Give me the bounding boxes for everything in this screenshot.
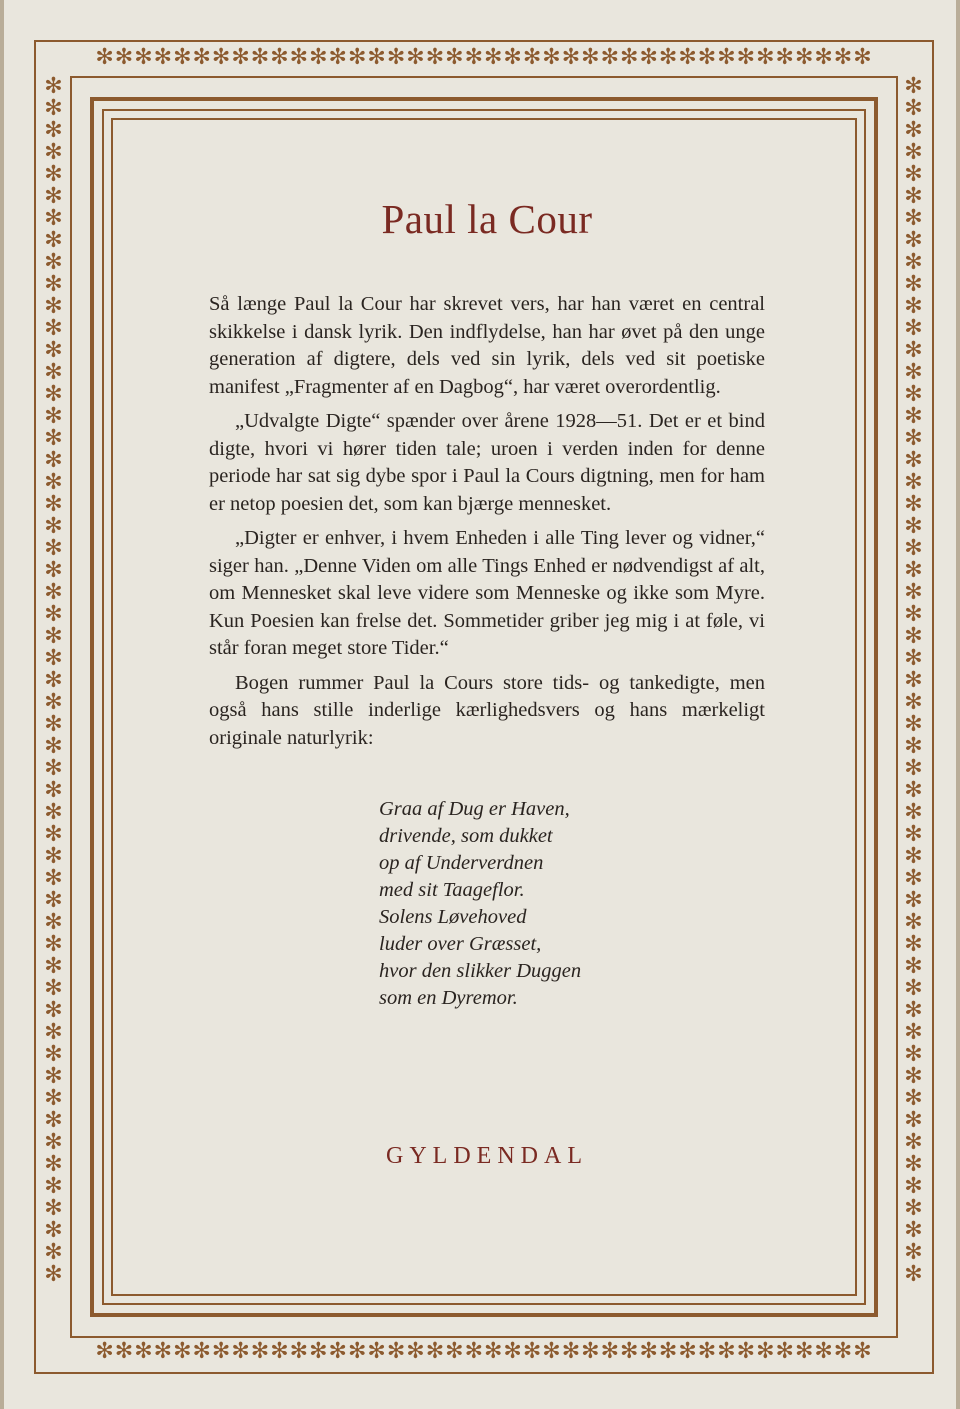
flower-ornament-icon: ✻✻✻✻✻✻✻✻✻✻✻✻✻✻✻✻✻✻✻✻✻✻✻✻✻✻✻✻✻✻✻✻✻✻✻✻✻✻✻✻✻✻✻✻✻✻✻✻✻✻✻✻✻✻✻ [44, 76, 64, 1287]
publisher-name: GYLDENDAL [386, 1143, 588, 1169]
flower-ornament-icon: ✻✻✻✻✻✻✻✻✻✻✻✻✻✻✻✻✻✻✻✻✻✻✻✻✻✻✻✻✻✻✻✻✻✻✻✻✻✻✻✻✻✻✻✻✻✻✻✻✻✻✻✻✻✻✻ [904, 76, 924, 1287]
blurb-paragraph: Så længe Paul la Cour har skrevet vers, har han været en central skikkelse i dansk lyrik. Den indflydelse, han har øvet på den unge generation af digtere, dels ved sin lyrik, dels ved sit poetiske manifest „Fragmenter af en Dagbog“, har været overordentlig. [209, 293, 765, 398]
flower-ornament-icon: ✻✻✻✻✻✻✻✻✻✻✻✻✻✻✻✻✻✻✻✻✻✻✻✻✻✻✻✻✻✻✻✻✻✻✻✻✻✻✻✻ [95, 1341, 873, 1364]
poem-line: Graa af Dug er Haven, [379, 798, 570, 820]
blurb-paragraph: „Udvalgte Digte“ spænder over årene 1928—51. Det er et bind digte, hvori vi hører tiden tale; uroen i verden inden for denne periode har sat sig dybe spor i Paul la Cours digtning, men for ham er netop poesien det, som kan bjærge mennesket. [209, 410, 765, 515]
blurb-content [209, 195, 765, 1012]
blurb-paragraph: „Digter er enhver, i hvem Enheden i alle Ting lever og vidner,“ siger han. „Denne Viden om alle Tings Enhed er nødvendigst af alt, om Mennesket skal leve videre som Menneske og ikke som Myre. Kun Poesien kan frelse det. Sommetider griber jeg mig i at føle, vi står foran meget store Tider.“ [209, 527, 765, 659]
poem-line: drivende, som dukket [379, 825, 553, 847]
poem-excerpt [379, 796, 765, 1012]
poem-line: med sit Taageflor. [379, 879, 525, 901]
poem-line: hvor den slikker Duggen [379, 960, 582, 982]
page-title: Paul la Cour [381, 196, 593, 242]
poem-line: luder over Græsset, [379, 933, 542, 955]
poem-line: op af Underverdnen [379, 852, 544, 874]
poem-line: Solens Løvehoved [379, 906, 527, 928]
blurb-paragraph: Bogen rummer Paul la Cours store tids- og tankedigte, men også hans stille inderlige kærlighedsvers og hans mærkeligt originale naturlyrik: [209, 671, 765, 749]
flower-ornament-icon: ✻✻✻✻✻✻✻✻✻✻✻✻✻✻✻✻✻✻✻✻✻✻✻✻✻✻✻✻✻✻✻✻✻✻✻✻✻✻✻✻ [95, 47, 873, 70]
poem-line: som en Dyremor. [379, 987, 518, 1009]
